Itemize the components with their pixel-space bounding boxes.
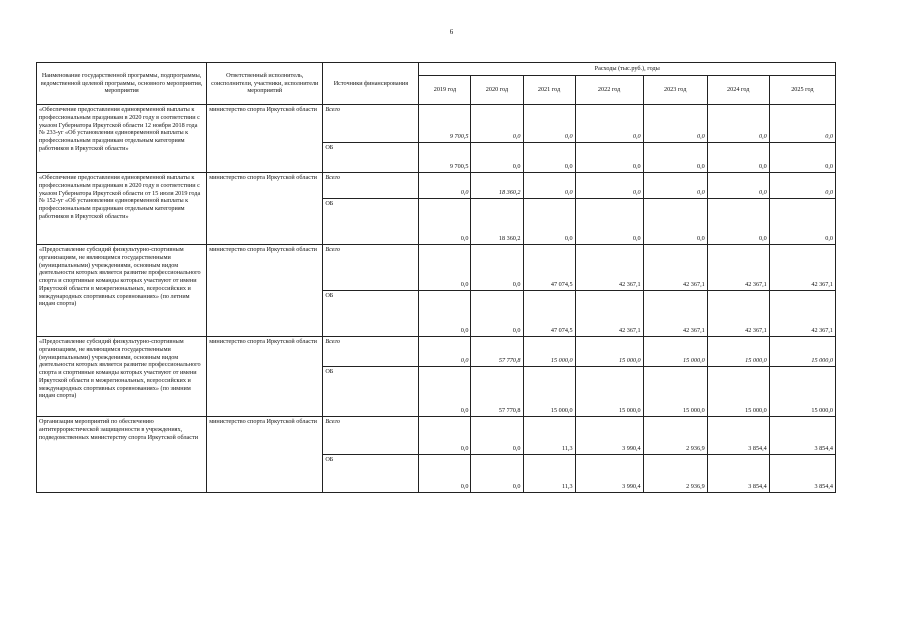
- value-cell: 3 854,4: [707, 455, 769, 493]
- budget-table: [36, 62, 836, 493]
- value-cell: 0,0: [707, 143, 769, 173]
- source-total: Всего: [323, 105, 419, 143]
- table-row: [37, 337, 836, 367]
- header-program: Наименование государственной программы, подпрограммы, ведомственной целевой программы, основного мероприятия, мероприятия: [37, 63, 207, 105]
- header-year: 2020 год: [471, 76, 523, 105]
- executor: министерство спорта Иркутской области: [207, 417, 323, 493]
- header-year: 2023 год: [643, 76, 707, 105]
- table-row: [37, 245, 836, 291]
- header-year: 2025 год: [769, 76, 835, 105]
- value-cell: 0,0: [523, 105, 575, 143]
- value-cell: 0,0: [575, 105, 643, 143]
- value-cell: 3 854,4: [769, 417, 835, 455]
- value-cell: 15 000,0: [643, 337, 707, 367]
- header-year: 2021 год: [523, 76, 575, 105]
- value-cell: 0,0: [471, 417, 523, 455]
- value-cell: 0,0: [419, 199, 471, 245]
- value-cell: 0,0: [419, 291, 471, 337]
- value-cell: 0,0: [419, 417, 471, 455]
- value-cell: 0,0: [707, 105, 769, 143]
- value-cell: 57 770,8: [471, 367, 523, 417]
- source-total: Всего: [323, 173, 419, 199]
- value-cell: 0,0: [643, 173, 707, 199]
- value-cell: 0,0: [471, 291, 523, 337]
- value-cell: 15 000,0: [643, 367, 707, 417]
- value-cell: 0,0: [471, 143, 523, 173]
- program-name: «Предоставление субсидий физкультурно-спортивным организациям, не являющимся государственными (муниципальными) учреждениями, основным видом деятельности которых является развитие профессионального спорта и спортивные команды которых участвуют от имени Иркутской области в межрегиональных, всероссийских и международных спортивных соревнованиях» (по зимним видам спорта): [37, 337, 207, 417]
- page-number: 6: [449, 28, 454, 36]
- value-cell: 15 000,0: [575, 367, 643, 417]
- table-row: [37, 105, 836, 143]
- table-row: [37, 173, 836, 199]
- source-total: Всего: [323, 245, 419, 291]
- value-cell: 3 854,4: [707, 417, 769, 455]
- value-cell: 0,0: [575, 199, 643, 245]
- executor: министерство спорта Иркутской области: [207, 337, 323, 417]
- header-row: [37, 63, 836, 76]
- value-cell: 15 000,0: [523, 367, 575, 417]
- value-cell: 15 000,0: [707, 337, 769, 367]
- value-cell: 0,0: [575, 143, 643, 173]
- value-cell: 2 936,9: [643, 417, 707, 455]
- value-cell: 0,0: [419, 367, 471, 417]
- header-year: 2019 год: [419, 76, 471, 105]
- value-cell: 0,0: [575, 173, 643, 199]
- source-ob: ОБ: [323, 455, 419, 493]
- value-cell: 9 700,5: [419, 143, 471, 173]
- value-cell: 3 990,4: [575, 455, 643, 493]
- value-cell: 9 700,5: [419, 105, 471, 143]
- executor: министерство спорта Иркутской области: [207, 173, 323, 245]
- value-cell: 57 770,8: [471, 337, 523, 367]
- value-cell: 0,0: [471, 455, 523, 493]
- executor: министерство спорта Иркутской области: [207, 105, 323, 173]
- value-cell: 0,0: [419, 173, 471, 199]
- value-cell: 42 367,1: [643, 291, 707, 337]
- source-ob: ОБ: [323, 143, 419, 173]
- value-cell: 0,0: [523, 143, 575, 173]
- value-cell: 11,3: [523, 455, 575, 493]
- value-cell: 42 367,1: [575, 245, 643, 291]
- value-cell: 42 367,1: [707, 291, 769, 337]
- value-cell: 42 367,1: [643, 245, 707, 291]
- header-source: Источники финансирования: [323, 63, 419, 105]
- value-cell: 42 367,1: [575, 291, 643, 337]
- value-cell: 0,0: [769, 173, 835, 199]
- value-cell: 0,0: [419, 245, 471, 291]
- header-year: 2024 год: [707, 76, 769, 105]
- value-cell: 0,0: [769, 199, 835, 245]
- value-cell: 0,0: [643, 199, 707, 245]
- value-cell: 0,0: [523, 173, 575, 199]
- value-cell: 0,0: [707, 173, 769, 199]
- value-cell: 47 074,5: [523, 291, 575, 337]
- value-cell: 47 074,5: [523, 245, 575, 291]
- source-ob: ОБ: [323, 367, 419, 417]
- value-cell: 0,0: [471, 105, 523, 143]
- program-name: «Обеспечение предоставления единовременной выплаты к профессиональным праздникам в 2020 году в соответствии с указом Губернатора Иркутской области от 15 июля 2019 года № 152-уг «Об установлении единовременной выплаты к профессиональным праздникам отдельным категориям работников в Иркутской области»: [37, 173, 207, 245]
- value-cell: 42 367,1: [707, 245, 769, 291]
- value-cell: 15 000,0: [769, 337, 835, 367]
- value-cell: 18 360,2: [471, 173, 523, 199]
- value-cell: 3 854,4: [769, 455, 835, 493]
- value-cell: 15 000,0: [769, 367, 835, 417]
- value-cell: 15 000,0: [523, 337, 575, 367]
- header-year: 2022 год: [575, 76, 643, 105]
- value-cell: 0,0: [643, 143, 707, 173]
- value-cell: 42 367,1: [769, 291, 835, 337]
- value-cell: 0,0: [419, 455, 471, 493]
- value-cell: 3 990,4: [575, 417, 643, 455]
- header-executor: Ответственный исполнитель, соисполнители, участники, исполнители мероприятий: [207, 63, 323, 105]
- executor: министерство спорта Иркутской области: [207, 245, 323, 337]
- value-cell: 0,0: [769, 105, 835, 143]
- value-cell: 15 000,0: [707, 367, 769, 417]
- value-cell: 2 936,9: [643, 455, 707, 493]
- program-name: «Предоставление субсидий физкультурно-спортивным организациям, не являющимся государственными (муниципальными) учреждениями, основным видом деятельности которых является развитие профессионального спорта и спортивные команды которых участвуют от имени Иркутской области в межрегиональных, всероссийских и международных спортивных соревнованиях» (по летним видам спорта): [37, 245, 207, 337]
- source-total: Всего: [323, 417, 419, 455]
- value-cell: 0,0: [419, 337, 471, 367]
- source-ob: ОБ: [323, 291, 419, 337]
- value-cell: 0,0: [643, 105, 707, 143]
- source-total: Всего: [323, 337, 419, 367]
- value-cell: 0,0: [769, 143, 835, 173]
- header-expenses: Расходы (тыс.руб.), годы: [419, 63, 836, 76]
- program-name: «Обеспечение предоставления единовременной выплаты к профессиональным праздникам в 2020 году в соответствии с указом Губернатора Иркутской области 12 ноября 2018 года № 233-уг «Об установлении единовременной выплаты к профессиональным праздникам отдельным категориям работников в Иркутской области»: [37, 105, 207, 173]
- program-name: Организация мероприятий по обеспечению антитеррористической защищенности в учреждениях, подведомственных министерству спорта Иркутской области: [37, 417, 207, 493]
- value-cell: 0,0: [471, 245, 523, 291]
- source-ob: ОБ: [323, 199, 419, 245]
- value-cell: 11,3: [523, 417, 575, 455]
- value-cell: 18 360,2: [471, 199, 523, 245]
- value-cell: 15 000,0: [575, 337, 643, 367]
- value-cell: 42 367,1: [769, 245, 835, 291]
- table-row: [37, 417, 836, 455]
- value-cell: 0,0: [707, 199, 769, 245]
- value-cell: 0,0: [523, 199, 575, 245]
